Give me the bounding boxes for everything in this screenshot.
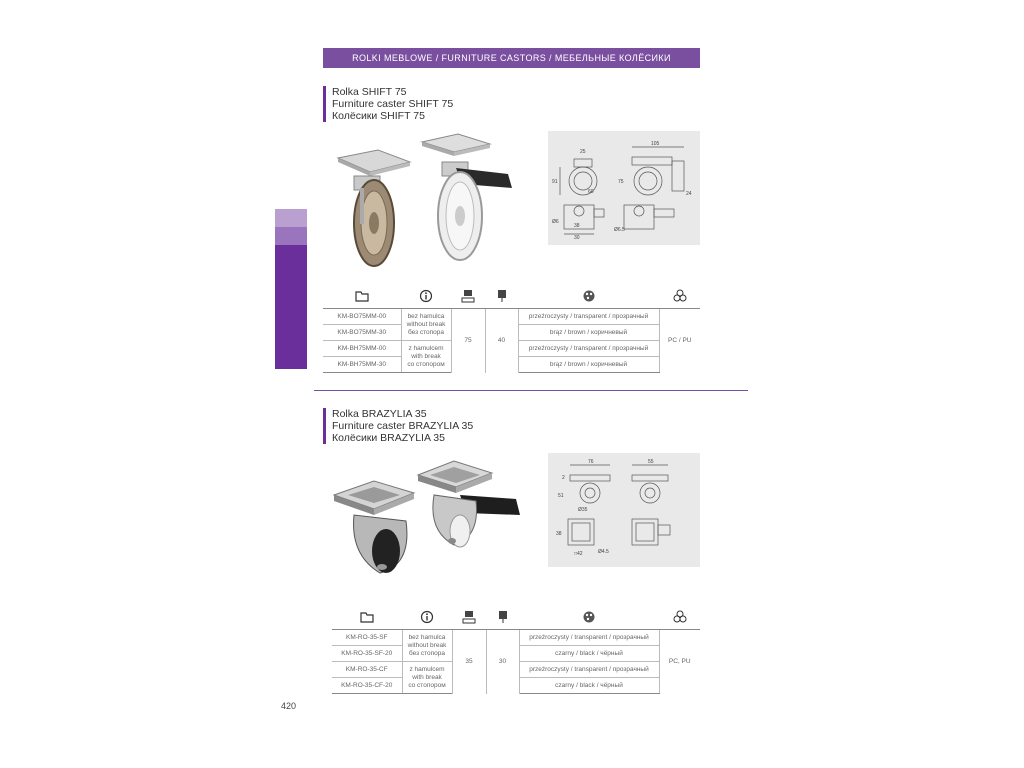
dim-label: 38 xyxy=(556,531,562,537)
section-divider xyxy=(314,390,748,391)
product-photo xyxy=(330,455,530,585)
strip-light xyxy=(275,209,307,227)
product-title-pl: Rolka SHIFT 75 xyxy=(332,86,407,98)
table-header-cell xyxy=(486,607,519,630)
break-cell xyxy=(402,662,452,694)
load-kg-icon xyxy=(495,289,509,303)
table-row xyxy=(332,630,700,646)
material-cell: PC, PU xyxy=(668,658,691,666)
folder-icon xyxy=(355,289,369,303)
material-cell: PC / PU xyxy=(668,337,692,345)
color-cell: brąz / brown / коричневый xyxy=(518,357,659,373)
table-header-row xyxy=(332,607,700,630)
dim-label: Ø6.5 xyxy=(614,227,625,233)
dim-label: 60 xyxy=(588,189,594,195)
caster-transparent-image xyxy=(422,134,512,260)
break-label: без стопора xyxy=(408,649,446,657)
dimension-mm-icon xyxy=(461,289,475,303)
size-cell: 75 xyxy=(451,309,485,373)
load-cell: 30 xyxy=(486,630,519,694)
product-code: KM-BH75MM-00 xyxy=(323,341,401,357)
break-label: со стопором xyxy=(407,360,445,368)
product-title-pl: Rolka BRAZYLIA 35 xyxy=(332,408,427,420)
product-photo xyxy=(330,128,530,270)
table-header-cell xyxy=(452,607,486,630)
break-label: bez hamulca xyxy=(408,633,446,641)
color-cell: czarny / black / чёрный xyxy=(519,646,659,662)
dim-label: 105 xyxy=(651,141,660,147)
page-number: 420 xyxy=(281,701,297,711)
caster-brake-image xyxy=(418,461,520,547)
strip-mid xyxy=(275,227,307,245)
technical-drawing xyxy=(548,453,700,567)
color-palette-icon xyxy=(582,289,596,303)
product-title-en: Furniture caster BRAZYLIA 35 xyxy=(332,420,474,432)
material-icon xyxy=(673,610,687,624)
strip-dark xyxy=(275,245,307,369)
spec-table xyxy=(332,607,700,694)
dim-label: Ø6 xyxy=(552,219,559,225)
color-cell: przeźroczysty / transparent / прозрачный xyxy=(519,630,659,646)
product-title-en: Furniture caster SHIFT 75 xyxy=(332,98,454,110)
dim-label: 55 xyxy=(648,459,654,465)
section-banner: ROLKI MEBLOWE / FURNITURE CASTORS / МЕБЕЛЬНЫЕ КОЛЁСИКИ xyxy=(323,48,700,68)
product-code: KM-RO-35-CF xyxy=(332,662,402,678)
break-cell xyxy=(401,341,451,373)
table-header-cell xyxy=(659,607,700,630)
dim-label: Ø4.5 xyxy=(598,549,609,555)
break-label: со стопором xyxy=(408,681,446,689)
product-code: KM-BO75MM-30 xyxy=(323,325,401,341)
dim-label: 38 xyxy=(574,223,580,229)
info-icon xyxy=(420,610,434,624)
side-color-strip xyxy=(275,209,307,369)
dim-label: 75 xyxy=(618,179,624,185)
table-header-cell xyxy=(519,607,659,630)
table-header-cell xyxy=(401,286,451,309)
material-icon xyxy=(673,289,687,303)
spec-table xyxy=(323,286,700,373)
color-cell: przeźroczysty / transparent / прозрачный xyxy=(519,662,659,678)
color-cell: brąz / brown / коричневый xyxy=(518,325,659,341)
product-code: KM-RO-35-CF-20 xyxy=(332,678,402,694)
size-cell: 35 xyxy=(452,630,486,694)
color-cell: przeźroczysty / transparent / прозрачный xyxy=(518,341,659,357)
dim-label: □42 xyxy=(574,551,583,557)
product-code: KM-BO75MM-00 xyxy=(323,309,401,325)
caster-chrome-image xyxy=(334,481,414,573)
break-label: без стопора xyxy=(407,328,445,336)
product-title-ru: Колёсики BRAZYLIA 35 xyxy=(332,432,445,444)
dim-label: 51 xyxy=(558,493,564,499)
dim-label: 91 xyxy=(552,179,558,185)
caster-brown-image xyxy=(338,150,410,266)
technical-drawing-svg xyxy=(548,131,700,245)
break-label: with break xyxy=(412,673,442,681)
dim-label: 24 xyxy=(686,191,692,197)
table-header-cell xyxy=(485,286,518,309)
dim-label: 25 xyxy=(580,149,586,155)
dim-label: 2 xyxy=(562,475,565,481)
color-palette-icon xyxy=(582,610,596,624)
load-cell: 40 xyxy=(485,309,518,373)
product-code: KM-BH75MM-30 xyxy=(323,357,401,373)
break-label: with break xyxy=(411,352,441,360)
dimension-mm-icon xyxy=(462,610,476,624)
product-title-ru: Колёсики SHIFT 75 xyxy=(332,110,425,122)
table-row xyxy=(323,309,700,325)
break-label: without break xyxy=(407,641,447,649)
color-cell: czarny / black / чёрный xyxy=(519,678,659,694)
table-header-row xyxy=(323,286,700,309)
dim-label: 30 xyxy=(574,235,580,241)
table-header-cell xyxy=(451,286,485,309)
color-cell: przeźroczysty / transparent / прозрачный xyxy=(518,309,659,325)
load-kg-icon xyxy=(496,610,510,624)
product-code: KM-RO-35-SF xyxy=(332,630,402,646)
break-cell xyxy=(402,630,452,662)
folder-icon xyxy=(360,610,374,624)
dim-label: Ø35 xyxy=(578,507,588,513)
break-label: without break xyxy=(406,320,446,328)
product-code: KM-RO-35-SF-20 xyxy=(332,646,402,662)
table-header-cell xyxy=(659,286,700,309)
break-label: bez hamulca xyxy=(407,312,445,320)
break-label: z hamulcem xyxy=(409,665,445,673)
technical-drawing-svg xyxy=(548,453,700,567)
table-header-cell xyxy=(332,607,402,630)
info-icon xyxy=(419,289,433,303)
product-title-block xyxy=(323,408,473,444)
break-label: z hamulcem xyxy=(408,344,444,352)
dim-label: 76 xyxy=(588,459,594,465)
break-cell xyxy=(401,309,451,341)
table-header-cell xyxy=(518,286,659,309)
technical-drawing xyxy=(548,131,700,245)
table-header-cell xyxy=(323,286,401,309)
table-header-cell xyxy=(402,607,452,630)
product-title-block xyxy=(323,86,453,122)
